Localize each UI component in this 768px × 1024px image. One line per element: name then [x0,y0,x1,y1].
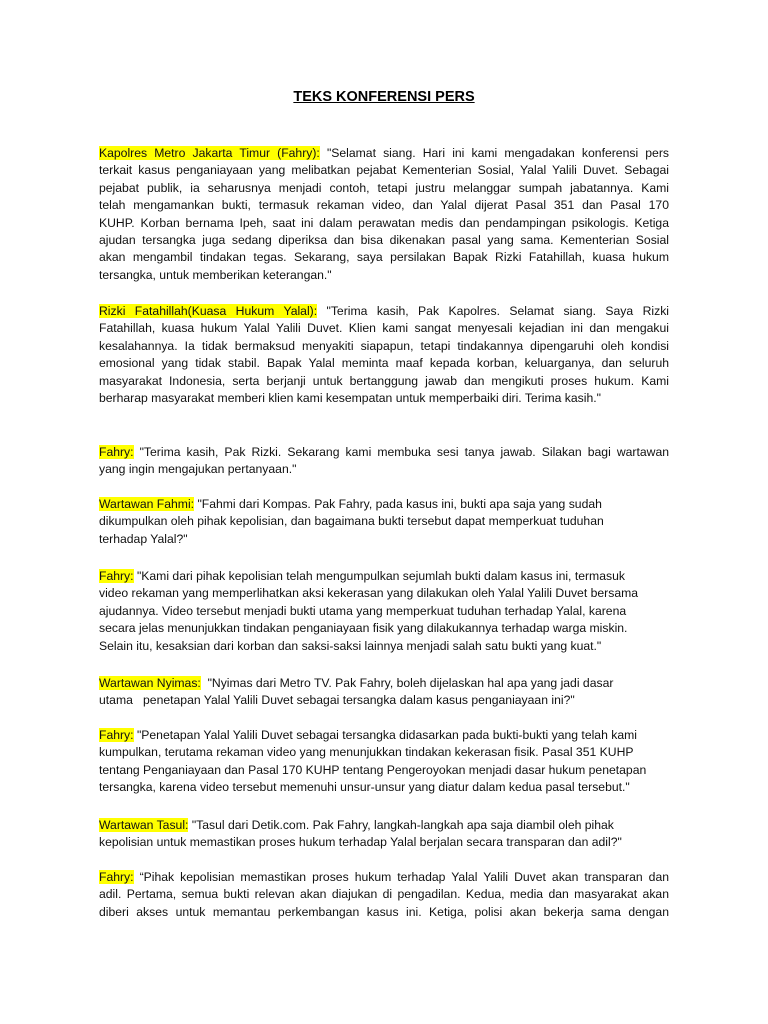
text-line [99,461,669,478]
dialogue-paragraph [99,444,669,479]
line-text: berharap masyarakat memberi klien kami kesempatan untuk memperbaiki diri. Terima kasih." [99,391,601,406]
line-text: Fatahillah, kuasa hukum Yalal Yalili Duvet. Klien kami sangat menyesali kejadian ini dan mengakui [99,321,669,336]
text-line [99,675,669,692]
line-text: kumpulkan, terutama rekaman video yang menunjukkan tindakan kekerasan fisik. Pasal 351 KUHP [99,745,634,760]
line-text: "Fahmi dari Kompas. Pak Fahry, pada kasus ini, bukti apa saja yang sudah [197,497,602,511]
line-text: "Tasul dari Detik.com. Pak Fahry, langkah-langkah apa saja diambil oleh pihak [191,818,614,832]
dialogue-paragraph [99,568,669,655]
text-line [99,603,669,620]
line-text: "Nyimas dari Metro TV. Pak Fahry, boleh dijelaskan hal apa yang jadi dasar [204,676,614,690]
text-line [99,444,669,461]
speaker-label: Wartawan Tasul: [99,818,189,832]
text-line [99,232,669,249]
text-line [99,320,669,337]
line-text: "Terima kasih, Pak Rizki. Sekarang kami membuka sesi tanya jawab. Silakan bagi wartawan [139,445,670,459]
dialogue-paragraph [99,727,669,797]
line-text: akan mengambil tindakan tegas. Sekarang, saya persilakan Bapak Rizki Fatahillah, kuasa hukum [99,250,669,265]
text-line [99,338,669,355]
line-text: ajudan tersangka juga sedang diperiksa dan bisa dikenakan pasal yang sama. Kementerian Sosial [99,233,669,248]
text-line [99,762,669,779]
text-line [99,727,669,744]
text-line [99,886,669,903]
text-line [99,531,669,548]
dialogue-paragraph [99,496,669,548]
line-text: “Pihak kepolisian memastikan proses hukum terhadap Yalal Yalili Duvet akan transparan dan [139,870,669,884]
speaker-label: Kapolres Metro Jakarta Timur (Fahry): [99,146,320,160]
text-line [99,817,669,834]
text-line [99,197,669,214]
line-text: terhadap Yalal?" [99,531,188,546]
line-text: Selain itu, kesaksian dari korban dan saksi-saksi lainnya menjadi salah satu bukti yang kuat." [99,638,602,653]
line-text: tentang Penganiayaan dan Pasal 170 KUHP tentang Pengeroyokan menjadi dasar hukum penetapan [99,762,647,777]
line-text: diberi akses untuk memantau perkembangan kasus ini. Ketiga, polisi akan bekerja sama dengan [99,904,669,919]
dialogue-paragraph [99,145,669,284]
line-text: adil. Pertama, semua bukti relevan akan diajukan di pengadilan. Kedua, media dan masyarakat akan [99,887,669,902]
text-line [99,215,669,232]
text-line [99,373,669,390]
text-line [99,692,669,709]
text-line [99,585,669,602]
line-text: "Selamat siang. Hari ini kami mengadakan konferensi pers [326,146,669,160]
text-line [99,303,669,320]
text-line [99,568,669,585]
line-text: KUHP. Korban bernama Ipeh, saat ini dalam perawatan medis dan pendampingan psikologis. Ketiga [99,215,669,230]
text-line [99,620,669,637]
text-line [99,390,669,407]
text-line [99,869,669,886]
text-line [99,249,669,266]
line-text: ajudannya. Video tersebut menjadi bukti utama yang memperkuat tuduhan terhadap Yalal, karena [99,603,627,618]
text-line [99,744,669,761]
speaker-label: Fahry: [99,728,134,742]
text-line [99,267,669,284]
dialogue-paragraph [99,817,669,852]
line-text: pejabat publik, ia seharusnya menjadi contoh, tetapi justru melanggar sumpah jabatannya. Kami [99,180,669,195]
line-text: telah mengamankan bukti, termasuk rekaman video, dan Yalal dijerat Pasal 351 dan Pasal 170 [99,198,669,213]
text-line [99,496,669,513]
line-text: terkait kasus penganiayaan yang melibatkan pejabat Kementerian Sosial, Yalal Yalili Duvet. Sebagai [99,163,669,178]
line-text: kepolisian untuk memastikan proses hukum terhadap Yalal berjalan secara transparan dan adil?" [99,835,622,850]
line-text: kesalahannya. Ia tidak bermaksud menyakiti siapapun, tetapi tindakannya dipengaruhi oleh kondisi [99,338,669,353]
speaker-label: Wartawan Nyimas: [99,676,201,690]
dialogue-paragraph [99,675,669,710]
line-text: utama penetapan Yalal Yalili Duvet sebagai tersangka dalam kasus penganiayaan ini?" [99,693,575,708]
text-line [99,638,669,655]
line-text: masyarakat Indonesia, serta berjanji untuk bertanggung jawab dan mengikuti proses hukum. Kami [99,373,669,388]
text-line [99,145,669,162]
dialogue-paragraph [99,869,669,921]
speaker-label: Rizki Fatahillah(Kuasa Hukum Yalal): [99,304,318,318]
dialogue-paragraph [99,303,669,407]
line-text: video rekaman yang memperlihatkan aksi kekerasan yang dilakukan oleh Yalal Yalili Duvet bersama [99,586,639,601]
speaker-label: Wartawan Fahmi: [99,497,195,511]
line-text: yang ingin mengajukan pertanyaan." [99,462,297,477]
line-text: dikumpulkan oleh pihak kepolisian, dan bagaimana bukti tersebut dapat memperkuat tuduhan [99,514,604,529]
line-text: emosional yang tidak stabil. Bapak Yalal meminta maaf kepada korban, keluarganya, dan seluruh [99,356,669,371]
text-line [99,162,669,179]
line-text: tersangka, untuk memberikan keterangan." [99,267,332,282]
text-line [99,904,669,921]
text-line [99,355,669,372]
speaker-label: Fahry: [99,569,134,583]
speaker-label: Fahry: [99,445,134,459]
line-text: "Penetapan Yalal Yalili Duvet sebagai tersangka didasarkan pada bukti-bukti yang telah kami [136,728,637,742]
line-text: "Terima kasih, Pak Kapolres. Selamat siang. Saya Rizki [326,304,669,318]
text-line [99,513,669,530]
line-text: secara jelas menunjukkan tindakan penganiayaan fisik yang dilakukannya terhadap warga miskin. [99,621,628,636]
speaker-label: Fahry: [99,870,134,884]
text-line [99,834,669,851]
document-title: TEKS KONFERENSI PERS [293,89,475,105]
line-text: tersangka, karena video tersebut memenuhi unsur-unsur yang diatur dalam kedua pasal tersebut." [99,780,630,795]
text-line [99,180,669,197]
line-text: "Kami dari pihak kepolisian telah mengumpulkan sejumlah bukti dalam kasus ini, termasuk [136,569,625,583]
text-line [99,779,669,796]
